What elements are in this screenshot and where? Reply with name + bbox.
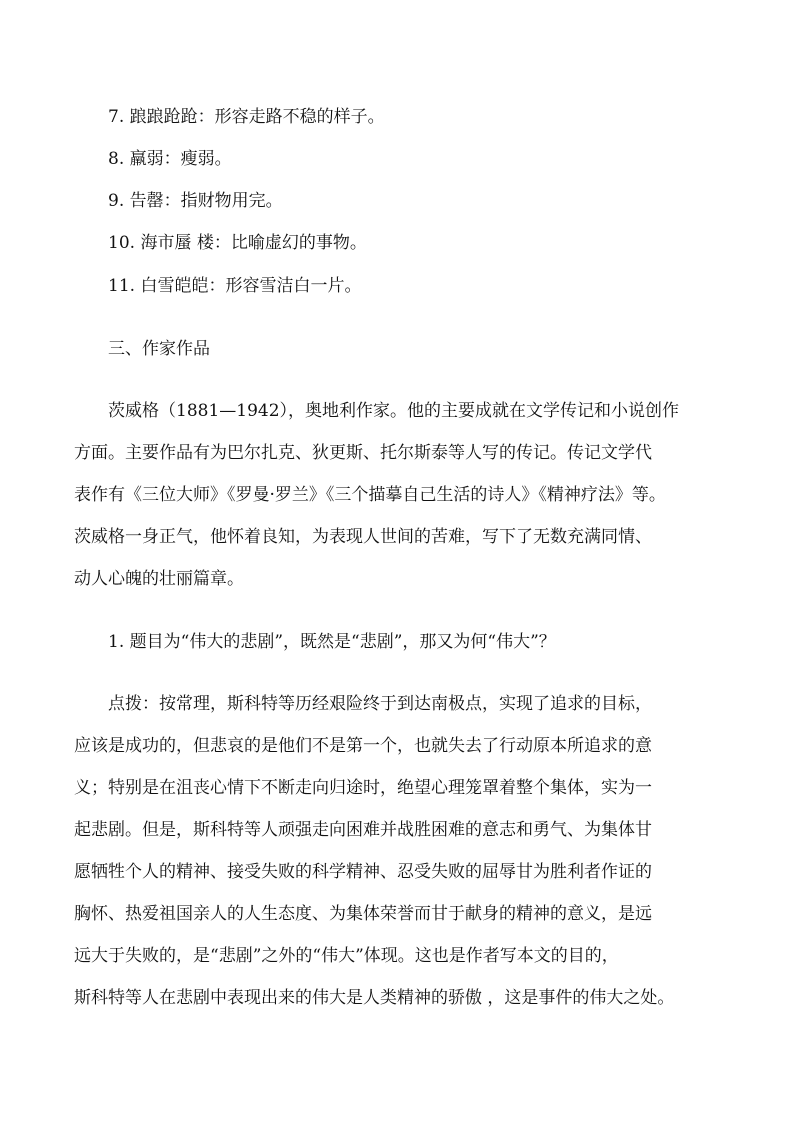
answer-paragraph-line: 愿牺牲个人的精神、接受失败的科学精神、忍受失败的屈辱甘为胜利者作证的 [74, 862, 652, 882]
vocab-item-11: 11. 白雪皑皑：形容雪洁白一片。 [108, 276, 362, 296]
vocab-item-9: 9. 告罄：指财物用完。 [108, 191, 283, 211]
vocab-item-10: 10. 海市蜃 楼：比喻虚幻的事物。 [108, 233, 367, 253]
author-paragraph-line: 茨威格一身正气，他怀着良知，为表现人世间的苦难，写下了无数充满同情、 [74, 527, 652, 547]
vocab-item-8: 8. 羸弱：瘦弱。 [108, 149, 232, 169]
author-paragraph-line: 茨威格（1881—1942），奥地利作家。他的主要成就在文学传记和小说创作 [108, 401, 680, 421]
answer-paragraph-line: 点拨：按常理，斯科特等历经艰险终于到达南极点，实现了追求的目标， [108, 694, 652, 714]
section-title: 三、作家作品 [108, 339, 210, 359]
author-paragraph-line: 表作有《三位大师》《罗曼·罗兰》《三个描摹自己生活的诗人》《精神疗法》等。 [74, 485, 666, 505]
answer-paragraph-line: 胸怀、热爱祖国亲人的人生态度、为集体荣誉而甘于献身的精神的意义，是远 [74, 904, 652, 924]
answer-paragraph-line: 远大于失败的，是“悲剧”之外的“伟大”体现。这也是作者写本文的目的， [74, 946, 619, 966]
answer-paragraph-line: 斯科特等人在悲剧中表现出来的伟大是人类精神的骄傲 ，这是事件的伟大之处。 [74, 988, 675, 1008]
author-paragraph-line: 方面。主要作品有为巴尔扎克、狄更斯、托尔斯泰等人写的传记。传记文学代 [74, 443, 652, 463]
answer-paragraph-line: 起悲剧。但是，斯科特等人顽强走向困难并战胜困难的意志和勇气、为集体甘 [74, 820, 652, 840]
author-paragraph-line: 动人心魄的壮丽篇章。 [74, 569, 244, 589]
question-1: 1. 题目为“伟大的悲剧”，既然是“悲剧”，那又为何“伟大”？ [108, 632, 556, 652]
answer-paragraph-line: 义；特别是在沮丧心情下不断走向归途时，绝望心理笼罩着整个集体，实为一 [74, 778, 652, 798]
vocab-item-7: 7. 踉踉跄跄：形容走路不稳的样子。 [108, 107, 385, 127]
answer-paragraph-line: 应该是成功的，但悲哀的是他们不是第一个，也就失去了行动原本所追求的意 [74, 736, 652, 756]
